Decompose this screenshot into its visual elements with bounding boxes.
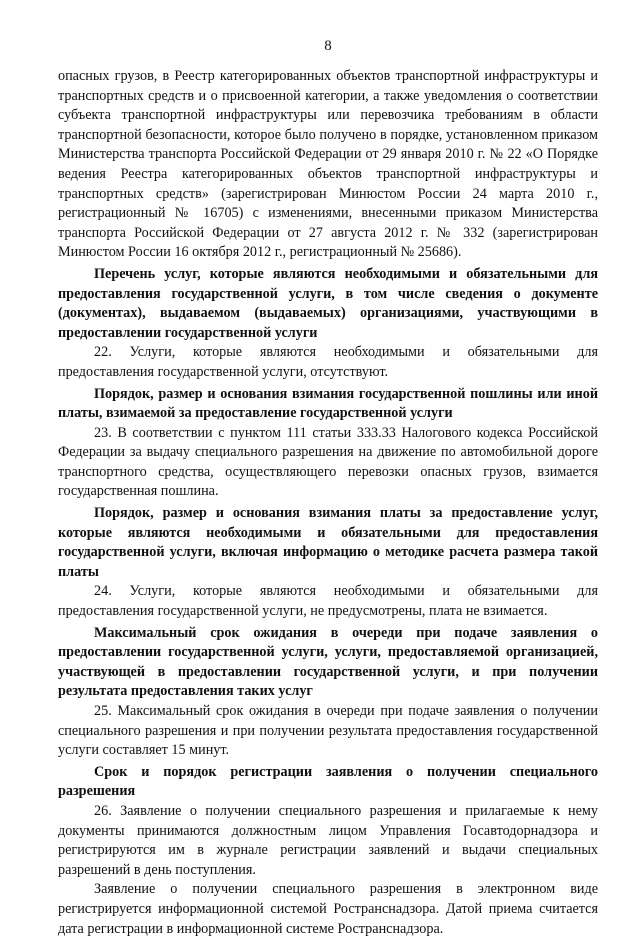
paragraph-25: 25. Максимальный срок ожидания в очереди при подаче заявления о получении специального разрешения и при получении результата предоставления государственной услуги составляет 15 минут. (58, 703, 598, 759)
paragraph-24: 24. Услуги, которые являются необходимыми и обязательными для предоставления государственной услуги, не предусмотрены, плата не взимается. (58, 583, 598, 620)
heading-queue-time: Максимальный срок ожидания в очереди при подаче заявления о предоставлении государственной услуги, услуги, предоставляемой организацией, участвующей в предоставлении государственной услуги, и при получении результата предоставления таких услуг (58, 624, 598, 700)
paragraph-22: 22. Услуги, которые являются необходимыми и обязательными для предоставления государственной услуги, отсутствуют. (58, 344, 598, 380)
paragraph-registry-continuation: опасных грузов, в Реестр категорированных объектов транспортной инфраструктуры и транспортных средств и о присвоенной категории, а также уведомления о соответствии субъекта транспортной инфраструктуры или перевозчика требованиям в области транспортной безопасности, которое было получено в порядке, установленном приказом Министерства транспорта Российской Федерации от 29 января 2010 г. № 22 «О Порядке ведения Реестра категорированных объектов транспортной инфраструктуры и транспортных средств» (зарегистрирован Минюстом России 24 марта 2010 г., регистрационный № 16705) с изменениями, внесенными приказом Министерства транспорта Российской Федерации от 27 августа 2012 г. № 332 (зарегистрирован Минюстом России 16 октября 2012 г., регистрационный № 25686). (58, 68, 598, 261)
heading-state-fee: Порядок, размер и основания взимания государственной пошлины или иной платы, взимаемой за предоставление государственной услуги (58, 385, 598, 422)
paragraph-electronic-registration: Заявление о получении специального разрешения в электронном виде регистрируется информационной системой Ространснадзора. Датой приема считается дата регистрации в информационной системе Ространснадзора. (58, 881, 598, 937)
heading-required-services: Перечень услуг, которые являются необходимыми и обязательными для предоставления государственной услуги, в том числе сведения о документе (документах), выдаваемом (выдаваемых) организациями, участвующими в предоставлении государственной услуги (58, 265, 598, 341)
paragraph-23: 23. В соответствии с пунктом 111 статьи 333.33 Налогового кодекса Российской Федерации за выдачу специального разрешения на движение по автомобильной дороге транспортного средства, осуществляющего перевозки опасных грузов, взимается государственная пошлина. (58, 424, 598, 500)
page-number: 8 (324, 38, 332, 54)
heading-registration: Срок и порядок регистрации заявления о получении специального разрешения (58, 763, 598, 800)
heading-service-fee: Порядок, размер и основания взимания платы за предоставление услуг, которые являются необходимыми и обязательными для предоставления государственной услуги, включая информацию о методике расчета размера такой платы (58, 505, 598, 580)
paragraph-26: 26. Заявление о получении специального разрешения и прилагаемые к нему документы принимаются должностным лицом Управления Госавтодорнадзора и регистрируются им в журнале регистрации заявлений и выдачи специальных разрешений в день поступления. (58, 802, 598, 878)
